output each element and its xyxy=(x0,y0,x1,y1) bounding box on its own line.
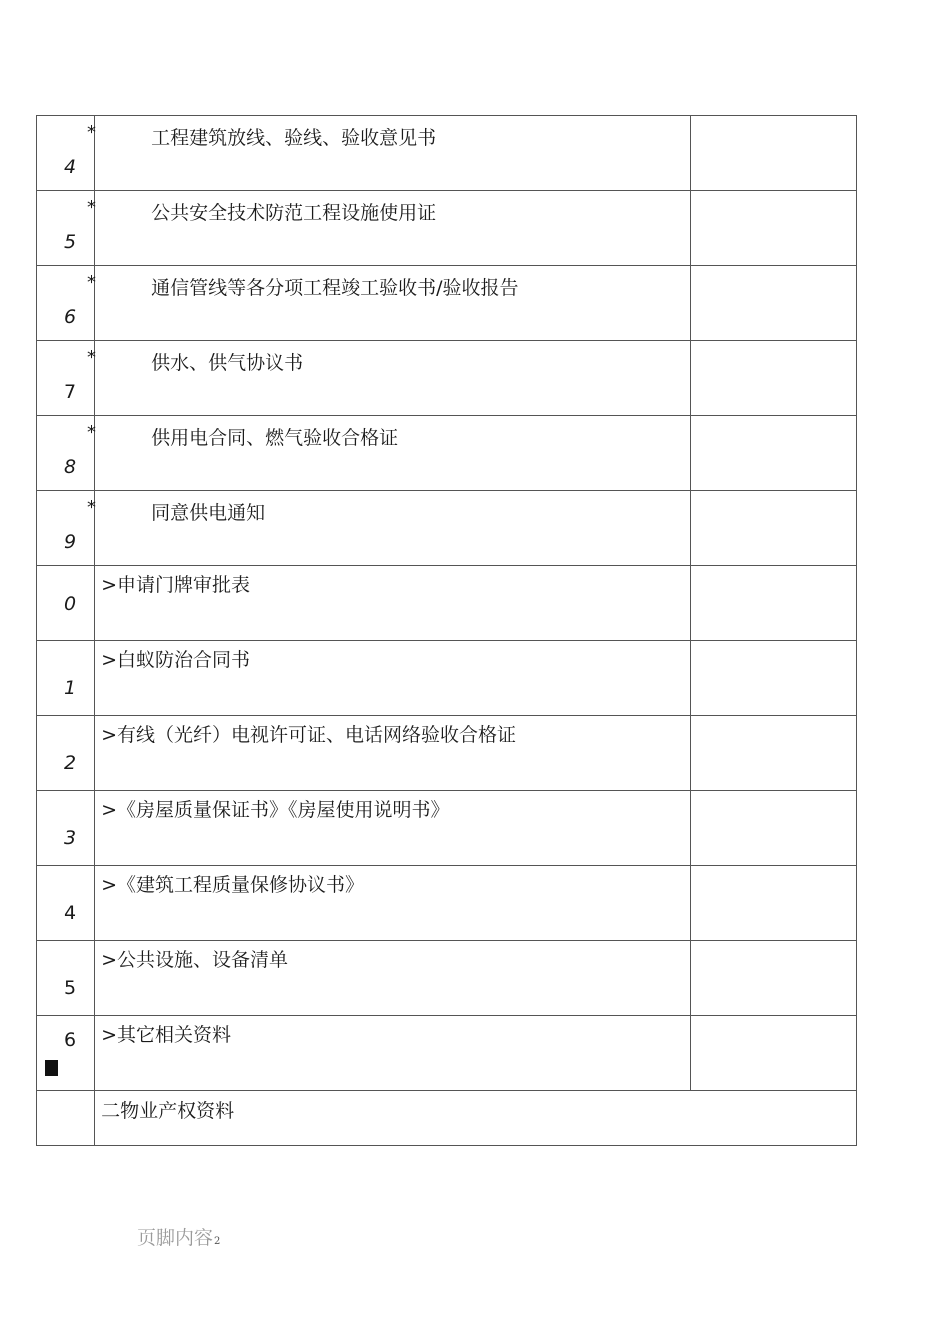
row-number-cell xyxy=(37,341,95,416)
item-cell xyxy=(95,716,691,791)
item-text: >有线（光纤）电视许可证、电话网络验收合格证 xyxy=(101,724,516,746)
item-cell xyxy=(95,791,691,866)
table-row xyxy=(37,716,857,791)
row-number-cell xyxy=(37,1091,95,1146)
item-cell xyxy=(95,866,691,941)
item-text: 供用电合同、燃气验收合格证 xyxy=(151,427,399,449)
table-row xyxy=(37,416,857,491)
table-row xyxy=(37,641,857,716)
remark-cell xyxy=(690,791,856,866)
remark-cell xyxy=(690,491,856,566)
item-cell xyxy=(95,341,691,416)
section-row xyxy=(37,1091,857,1146)
row-number-cell xyxy=(37,941,95,1016)
row-number: 9 xyxy=(64,531,77,553)
required-star: * xyxy=(87,272,96,293)
remark-cell xyxy=(690,716,856,791)
required-star: * xyxy=(87,197,96,218)
row-number-cell xyxy=(37,191,95,266)
item-cell xyxy=(95,641,691,716)
row-number-cell xyxy=(37,716,95,791)
row-number: 3 xyxy=(64,827,77,849)
table-row xyxy=(37,116,857,191)
required-star: * xyxy=(87,347,96,368)
item-cell xyxy=(95,191,691,266)
row-number: 5 xyxy=(64,977,77,999)
row-number: 2 xyxy=(64,752,77,774)
row-number-cell xyxy=(37,566,95,641)
table-row xyxy=(37,566,857,641)
table-row xyxy=(37,341,857,416)
remark-cell xyxy=(690,116,856,191)
row-number-cell xyxy=(37,116,95,191)
row-number: 4 xyxy=(64,156,77,178)
item-cell xyxy=(95,266,691,341)
row-number: 1 xyxy=(64,677,77,699)
row-number: 6 xyxy=(64,1029,77,1051)
row-number: 0 xyxy=(64,593,77,615)
item-text: 供水、供气协议书 xyxy=(151,352,304,374)
item-cell xyxy=(95,416,691,491)
row-number: 8 xyxy=(64,456,77,478)
row-number: 6 xyxy=(64,306,77,328)
row-number-cell xyxy=(37,866,95,941)
item-text: >《建筑工程质量保修协议书》 xyxy=(101,874,364,896)
item-cell xyxy=(95,491,691,566)
item-text: >《房屋质量保证书》《房屋使用说明书》 xyxy=(101,799,450,821)
item-text: 通信管线等各分项工程竣工验收书/验收报告 xyxy=(151,277,519,299)
required-star: * xyxy=(87,497,96,518)
item-text: 公共安全技术防范工程设施使用证 xyxy=(151,202,437,224)
item-cell xyxy=(95,941,691,1016)
remark-cell xyxy=(690,641,856,716)
row-number-cell xyxy=(37,416,95,491)
section-heading: 二物业产权资料 xyxy=(101,1100,235,1122)
item-text: >白蚁防治合同书 xyxy=(101,649,250,671)
table-row xyxy=(37,866,857,941)
table-row xyxy=(37,941,857,1016)
required-star: * xyxy=(87,122,96,143)
item-text: >其它相关资料 xyxy=(101,1024,231,1046)
item-cell xyxy=(95,566,691,641)
remark-cell xyxy=(690,866,856,941)
remark-cell xyxy=(690,266,856,341)
row-number-cell xyxy=(37,1016,95,1091)
table-row xyxy=(37,266,857,341)
remark-cell xyxy=(690,416,856,491)
table-row xyxy=(37,191,857,266)
remark-cell xyxy=(690,941,856,1016)
item-text: >申请门牌审批表 xyxy=(101,574,250,596)
table-row xyxy=(37,491,857,566)
page-number: 2 xyxy=(214,1236,221,1247)
row-number-cell xyxy=(37,266,95,341)
required-star: * xyxy=(87,422,96,443)
page-footer xyxy=(137,1223,220,1250)
row-number-cell xyxy=(37,791,95,866)
table-row xyxy=(37,791,857,866)
row-number: 7 xyxy=(64,381,77,403)
item-cell xyxy=(95,1016,691,1091)
footer-text: 页脚内容 xyxy=(137,1227,214,1249)
remark-cell xyxy=(690,1016,856,1091)
section-cell xyxy=(95,1091,857,1146)
item-text: 工程建筑放线、验线、验收意见书 xyxy=(151,127,437,149)
item-cell xyxy=(95,116,691,191)
item-text: >公共设施、设备清单 xyxy=(101,949,288,971)
row-number-cell xyxy=(37,491,95,566)
remark-cell xyxy=(690,566,856,641)
row-number-cell xyxy=(37,641,95,716)
item-text: 同意供电通知 xyxy=(151,502,266,524)
row-number: 4 xyxy=(64,902,77,924)
row-number: 5 xyxy=(64,231,77,253)
table-row xyxy=(37,1016,857,1091)
document-table xyxy=(36,115,857,1146)
remark-cell xyxy=(690,191,856,266)
remark-cell xyxy=(690,341,856,416)
black-square-icon xyxy=(45,1060,58,1076)
